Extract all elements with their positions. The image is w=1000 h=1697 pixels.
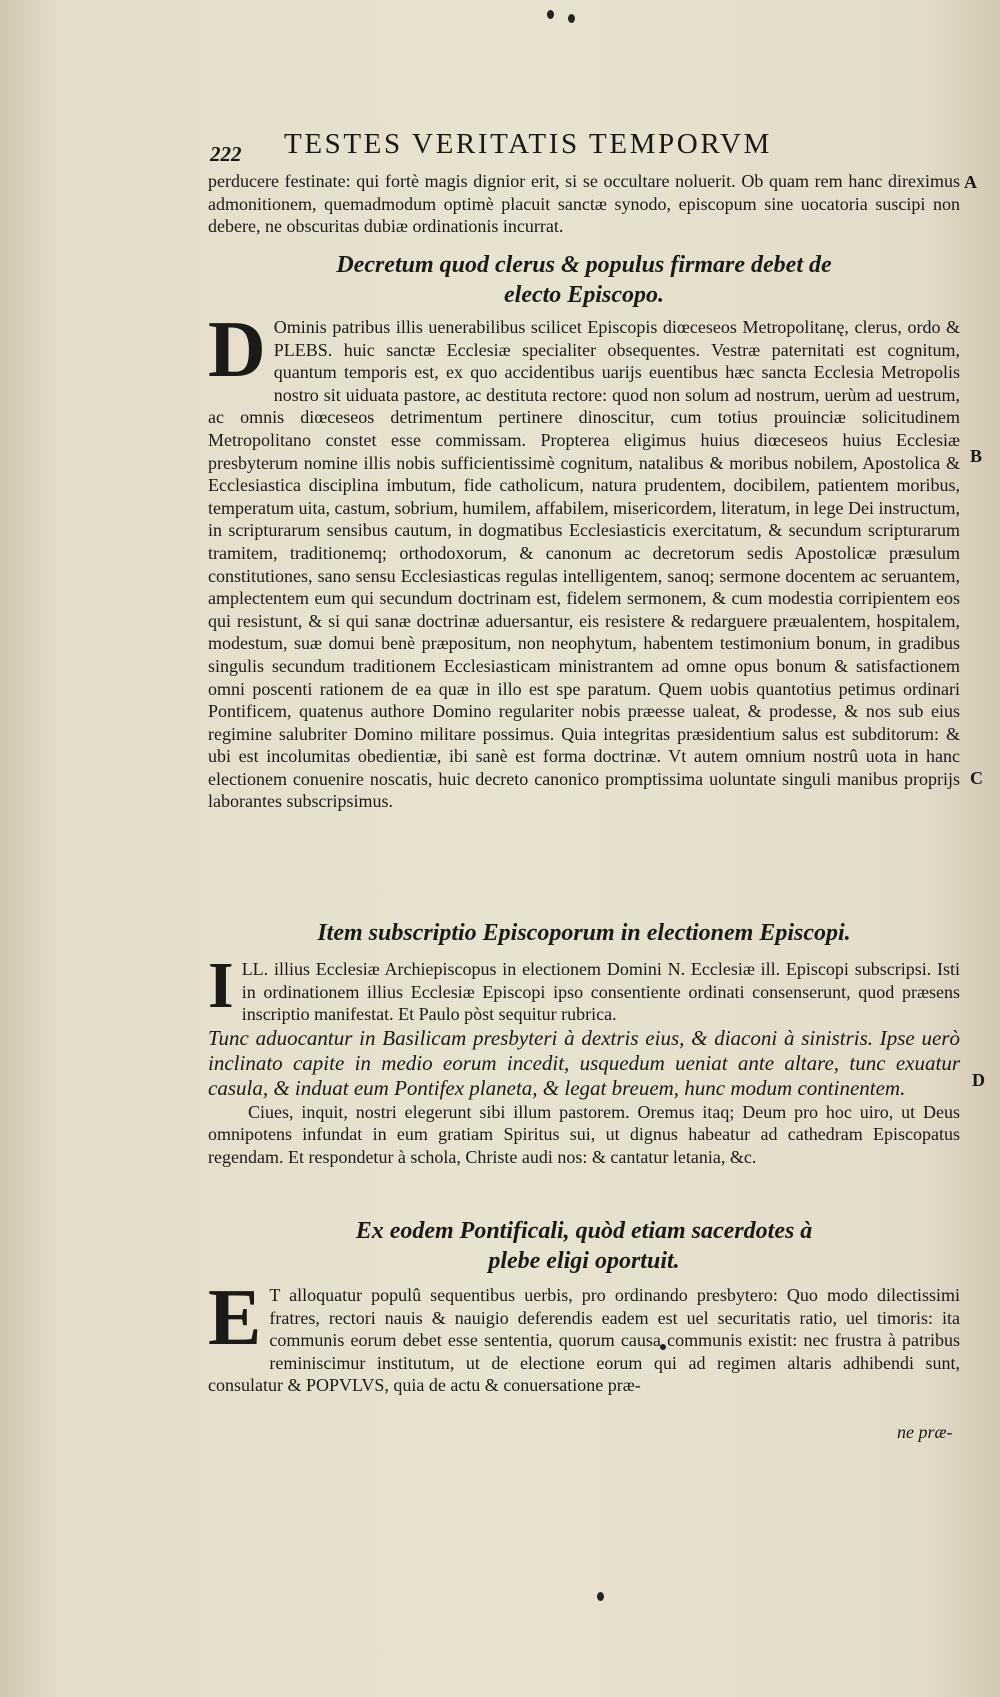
- margin-letter-a: A: [964, 172, 977, 192]
- running-title: TESTES VERITATIS TEMPORVM: [284, 128, 772, 160]
- ink-speck: [547, 10, 554, 19]
- drop-cap: I: [208, 949, 234, 1022]
- ink-speck: [597, 1592, 604, 1601]
- section-heading-pontificali: [208, 1216, 960, 1276]
- section-body-subscriptio: [208, 949, 960, 1169]
- catchword: ne præ-: [897, 1422, 953, 1442]
- intro-paragraph: [208, 170, 960, 238]
- margin-letter-c: C: [970, 768, 983, 788]
- heading-line: Item subscriptio Episcoporum in electionem Episcopi.: [317, 920, 851, 946]
- drop-cap: E: [208, 1274, 262, 1362]
- section-body-decretum: [208, 306, 960, 813]
- ink-speck: [568, 14, 575, 23]
- intro-text: perducere festinate: qui fortè magis dignior erit, si se occultare noluerit. Ob quam rem hanc direximus admonitionem, quemadmodum optimè placuit sanctæ synodo, episcopum sine uocatoria suscipi non debere, ne obscuritas dubiæ ordinationis incurrat.: [208, 171, 960, 237]
- body-text: T alloquatur populû sequentibus uerbis, pro ordinando presbytero: Quo modo dilectissimi fratres, rectori nauis & nauigio deferendis eadem est uel securitatis ratio, uel timoris: ita communis eorum debet esse sententia, quorum causa communis existit: nec frustra à patribus reminiscimur institutum, ut de electione eorum qui ad regimen altaris adhibendi sunt, consulatur & POPVLVS, quia de actu & conuersatione præ-: [208, 1285, 960, 1396]
- section-body-pontificali: [208, 1274, 960, 1397]
- rubric-text: Tunc aduocantur in Basilicam presbyteri à dextris eius, & diaconi à sinistris. Ipse uerò inclinato capite in medio eorum incedit, usquedum ueniat ante altare, tunc exuatur casula, & induat eum Pontifex planeta, & legat breuem, hunc modum continentem.: [208, 1025, 960, 1100]
- heading-line: Ex eodem Pontificali, quòd etiam sacerdotes à: [355, 1218, 813, 1244]
- margin-letter-d: D: [972, 1070, 985, 1090]
- section-heading-subscriptio: [208, 918, 960, 948]
- section-heading-decretum: [208, 250, 960, 310]
- page-number: 222: [210, 142, 242, 166]
- heading-line: electo Episcopo.: [504, 282, 664, 308]
- body-text: Ciues, inquit, nostri elegerunt sibi illum pastorem. Oremus itaq; Deum pro hoc uiro, ut Deus omnipotens infundat in eum gratiam Spiritus sui, ut dignus habeatur ad cathedram Episcopatus regendam. Et respondetur à schola, Christe audi nos: & cantatur letania, &c.: [208, 1101, 960, 1167]
- heading-line: plebe eligi oportuit.: [488, 1248, 680, 1274]
- drop-cap: D: [208, 306, 266, 394]
- margin-letter-b: B: [970, 446, 983, 466]
- body-text: Ominis patribus illis uenerabilibus scilicet Episcopis diœceseos Metropolitanę, clerus, ordo & PLEBS. huic sanctæ Ecclesiæ specialiter obsequentes. Vestræ paternitati est cognitum, quantum temporis est, ex quo accidentibus uarijs euentibus hæc sancta Ecclesia Metropolis nostro sit uiduata pastore, ac destituta rectore: quod non solum ad nostrum, uerùm ad uestrum, ac omnis diœceseos detrimentum pertinere dinoscitur, cum totius prouinciæ solicitudinem Metropolitano constet esse commissam. Propterea eligimus huius diœceseos huius Ecclesiæ presbyterum nomine illis nobis sufficientissimè cognitum, natalibus & moribus nobilem, Apostolica & Ecclesiastica disciplina imbutum, fide catholicum, natura prudentem, docibilem, patientem moribus, temperatum uita, castum, sobrium, humilem, affabilem, misericordem, literatum, in lege Dei instructum, in scripturarum sensibus cautum, in dogmatibus Ecclesiasticis exercitatum, & secundum scripturarum tramitem, traditionemq; orthodoxorum, & canonum ac decretorum sedis Apostolicæ præsulum constitutiones, sano sensu Ecclesiasticas regulas intelligentem, sanoq; sermone docentem ac seruantem, amplectentem eum qui secundum doctrinam est, fidelem sermonem, & cum modestia corripientem eos qui resistunt, & si qui sanæ doctrinæ aduersantur, eis resistere & redarguere præualentem, hospitalem, modestum, suæ domui benè præpositum, non neophytum, habentem testimonium bonum, in gradibus singulis secundum traditionem Ecclesiasticam ministrantem ad omne opus bonum & satisfactionem omni poscenti rationem de ea quæ in illo est spe paratum. Quem uobis quantotius petimus ordinari Pontificem, quatenus authore Domino regulariter nobis præesse ualeat, & prodesse, & nos sub eius regimine salubriter Domino militare possimus. Quia integritas præsidentium salus est subditorum: & ubi est incolumitas obedientiæ, ibi sanè est forma doctrinæ. Vt autem omnium nostrû uota in hanc electionem conuenire noscatis, huic decreto canonico promptissima uoluntate singuli manibus proprijs laborantes subscripsimus.: [208, 317, 960, 812]
- body-text: LL. illius Ecclesiæ Archiepiscopus in electionem Domini N. Ecclesiæ ill. Episcopi subscripsi. Isti in ordinationem illius Ecclesiæ Episcopi ipso consentiente ordinati consenserunt, quod præsens inscriptio manifestat. Et Paulo pòst sequitur rubrica.: [241, 959, 960, 1025]
- heading-line: Decretum quod clerus & populus firmare debet de: [336, 252, 832, 278]
- page-header: [210, 128, 860, 168]
